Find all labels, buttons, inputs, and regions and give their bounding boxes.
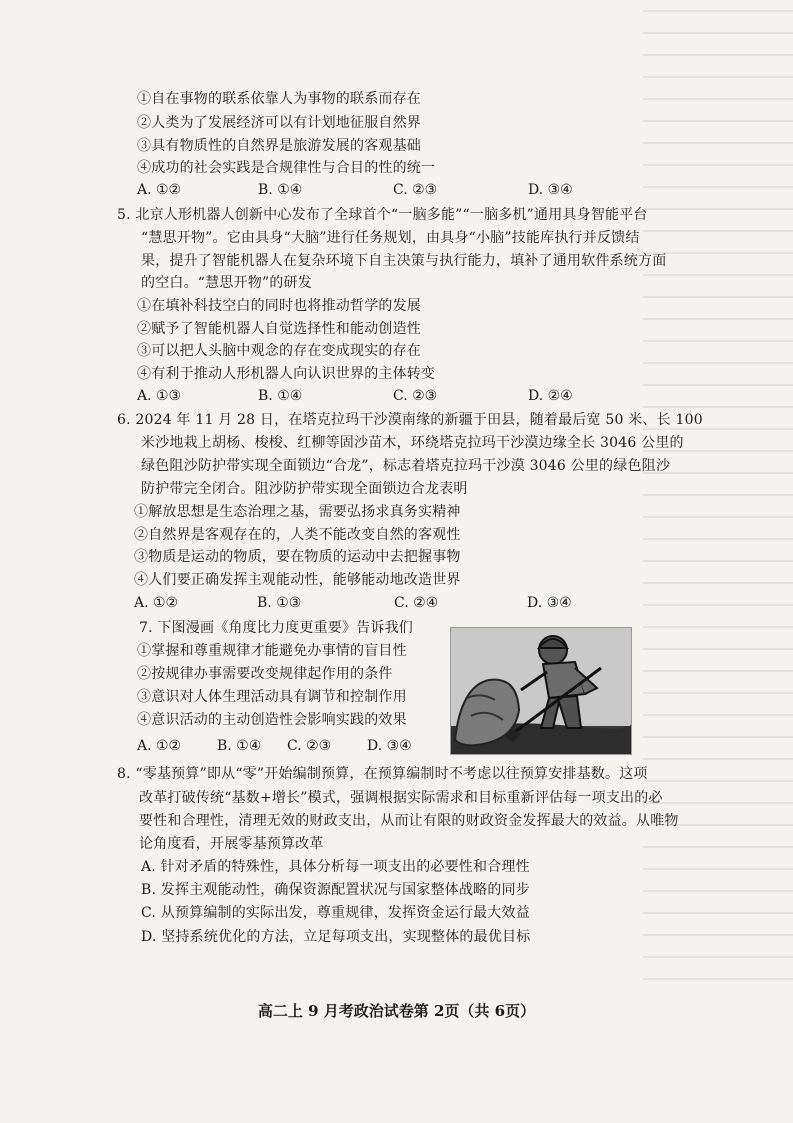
- q7-option-b: B. ①④: [217, 738, 262, 754]
- q4-item-1: ①自在事物的联系依靠人为事物的联系而存在: [137, 91, 421, 107]
- q7-stem: 7. 下图漫画《角度比力度更重要》告诉我们: [139, 620, 414, 636]
- q5-item-1: ①在填补科技空白的同时也将推动哲学的发展: [137, 298, 421, 314]
- q5-stem-2: “慧思开物”。它由具身“大脑”进行任务规划，由具身“小脑”技能库执行并反馈结: [141, 230, 640, 246]
- q6-stem-2: 米沙地栽上胡杨、梭梭、红柳等固沙苗木，环绕塔克拉玛干沙漠边缘全长 3046 公里的: [141, 435, 684, 451]
- q5-item-2: ②赋予了智能机器人自觉选择性和能动创造性: [137, 321, 421, 337]
- q4-option-d: D. ③④: [528, 182, 573, 198]
- q4-option-b: B. ①④: [258, 182, 303, 198]
- q6-stem-3: 绿色阻沙防护带实现全面锁边“合龙”，标志着塔克拉玛干沙漠 3046 公里的绿色阻沙: [141, 458, 671, 474]
- q6-stem-4: 防护带完全闭合。阻沙防护带实现全面锁边合龙表明: [141, 481, 468, 497]
- q5-option-b: B. ①④: [258, 388, 303, 404]
- q4-item-4: ④成功的社会实践是合规律性与合目的性的统一: [137, 160, 436, 176]
- q5-stem-4: 的空白。“慧思开物”的研发: [141, 275, 312, 291]
- q8-option-b: B. 发挥主观能动性，确保资源配置状况与国家整体战略的同步: [141, 882, 530, 898]
- bleed-through-shadow: [643, 0, 793, 980]
- q6-item-4: ④人们要正确发挥主观能动性，能够能动地改造世界: [134, 572, 461, 588]
- q5-option-c: C. ②③: [393, 388, 438, 404]
- q7-option-c: C. ②③: [287, 738, 332, 754]
- q4-item-3: ③具有物质性的自然界是旅游发展的客观基础: [137, 138, 421, 154]
- q8-stem-3: 要性和合理性，清理无效的财政支出，从而让有限的财政资金发挥最大的效益。从唯物: [139, 813, 679, 829]
- q7-item-2: ②按规律办事需要改变规律起作用的条件: [137, 666, 393, 682]
- q5-option-a: A. ①③: [137, 388, 182, 404]
- q8-option-c: C. 从预算编制的实际出发，尊重规律，发挥资金运行最大效益: [141, 905, 530, 921]
- q6-option-d: D. ③④: [527, 595, 572, 611]
- q6-item-3: ③物质是运动的物质，要在物质的运动中去把握事物: [134, 549, 461, 565]
- q6-option-c: C. ②④: [394, 595, 439, 611]
- q6-option-b: B. ①③: [257, 595, 302, 611]
- q4-option-a: A. ①②: [137, 182, 182, 198]
- q5-item-4: ④有利于推动人形机器人向认识世界的主体转变: [137, 366, 436, 382]
- q5-stem-3: 果，提升了智能机器人在复杂环境下自主决策与执行能力，填补了通用软件系统方面: [141, 253, 667, 269]
- page-footer: 高二上 9 月考政治试卷第 2页（共 6页）: [257, 1002, 536, 1020]
- q6-stem-1: 6. 2024 年 11 月 28 日，在塔克拉玛干沙漠南缘的新疆于田县，随着最后宽 50 米、长 100: [117, 412, 703, 428]
- q8-option-d: D. 坚持系统优化的方法，立足每项支出，实现整体的最优目标: [141, 929, 531, 945]
- q4-item-2: ②人类为了发展经济可以有计划地征服自然界: [137, 115, 421, 131]
- q6-option-a: A. ①②: [134, 595, 179, 611]
- cartoon-worker-shovel-boulder: [450, 627, 632, 755]
- q7-option-d: D. ③④: [367, 738, 412, 754]
- q8-stem-1: 8. “零基预算”即从“零”开始编制预算，在预算编制时不考虑以往预算安排基数。这项: [117, 766, 648, 782]
- q5-item-3: ③可以把人头脑中观念的存在变成现实的存在: [137, 343, 421, 359]
- q8-option-a: A. 针对矛盾的特殊性，具体分析每一项支出的必要性和合理性: [141, 859, 530, 875]
- q6-item-2: ②自然界是客观存在的，人类不能改变自然的客观性: [134, 527, 461, 543]
- q4-option-c: C. ②③: [393, 182, 438, 198]
- q7-item-3: ③意识对人体生理活动具有调节和控制作用: [137, 689, 407, 705]
- q6-item-1: ①解放思想是生态治理之基，需要弘扬求真务实精神: [134, 504, 461, 520]
- q8-stem-2: 改革打破传统“基数+增长”模式，强调根据实际需求和目标重新评估每一项支出的必: [139, 790, 663, 806]
- q7-item-1: ①掌握和尊重规律才能避免办事情的盲目性: [137, 643, 407, 659]
- q5-option-d: D. ②④: [528, 388, 573, 404]
- q5-stem-1: 5. 北京人形机器人创新中心发布了全球首个“一脑多能”“一脑多机”通用具身智能平台: [117, 207, 648, 223]
- q8-stem-4: 论角度看，开展零基预算改革: [139, 836, 324, 852]
- q7-option-a: A. ①②: [137, 738, 182, 754]
- q7-item-4: ④意识活动的主动创造性会影响实践的效果: [137, 712, 407, 728]
